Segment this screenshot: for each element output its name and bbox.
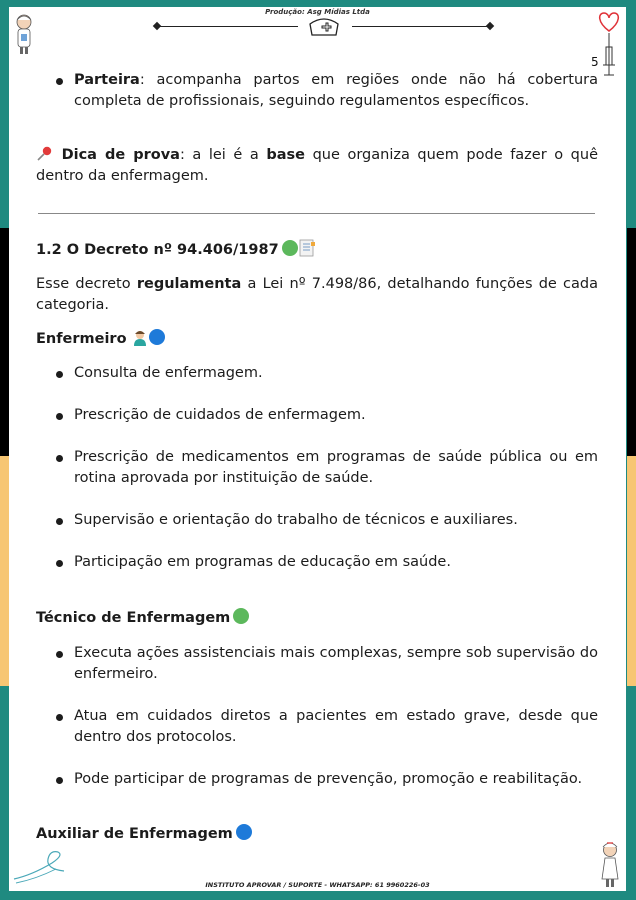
auxiliar-block <box>36 824 598 845</box>
exam-tip <box>36 145 598 187</box>
list-item <box>36 70 598 112</box>
header-diamond-right <box>486 22 494 30</box>
footer-contact: INSTITUTO APROVAR / SUPORTE - WHATSAPP: 61 9960226-03 <box>205 881 430 889</box>
tip-text-end: que organiza quem pode fazer o quê dentro da enfermagem. <box>36 147 599 184</box>
tecnico-heading <box>36 608 598 629</box>
list-item: Consulta de enfermagem. <box>36 363 598 384</box>
tip-text: : a lei é a <box>179 147 267 163</box>
tip-bold: base <box>266 147 305 163</box>
list-item: Prescrição de medicamentos em programas de saúde pública ou em rotina aprovada por instituição de saúde. <box>36 447 598 489</box>
list-item: Pode participar de programas de prevenção, promoção e reabilitação. <box>36 769 598 790</box>
tip-label: Dica de prova <box>61 147 180 163</box>
nurse-cap-icon <box>306 16 342 38</box>
list-item: Executa ações assistenciais mais complexas, sempre sob supervisão do enfermeiro. <box>36 643 598 685</box>
document-page <box>9 7 626 891</box>
border-stripe-black-left <box>0 228 9 456</box>
pushpin-icon <box>36 146 54 162</box>
term-description: : acompanha partos em regiões onde não há cobertura completa de profissionais, seguindo regulamentos específicos. <box>74 72 598 109</box>
border-stripe-yellow-left <box>0 456 9 686</box>
enfermeiro-title: Enfermeiro <box>36 331 127 347</box>
bookmark-tabs-icon <box>298 239 316 257</box>
section-title: 1.2 O Decreto nº 94.406/1987 <box>36 242 279 258</box>
list-item: Supervisão e orientação do trabalho de técnicos e auxiliares. <box>36 510 598 531</box>
tecnico-block <box>36 608 598 790</box>
auxiliar-title: Auxiliar de Enfermagem <box>36 826 233 842</box>
section-intro-text: Esse decreto <box>36 276 137 292</box>
section-intro <box>36 274 598 316</box>
green-circle-icon <box>233 608 249 624</box>
green-circle-icon <box>282 240 298 256</box>
blue-circle-icon <box>236 824 252 840</box>
list-item: Prescrição de cuidados de enfermagem. <box>36 405 598 426</box>
blue-circle-icon <box>149 329 165 345</box>
section-divider <box>38 213 595 214</box>
list-item: Participação em programas de educação em saúde. <box>36 552 598 573</box>
header-credit: Produção: Asg Mídias Ltda <box>265 8 370 16</box>
enfermeiro-heading <box>36 329 598 350</box>
swirl-decoration <box>12 849 72 885</box>
list-item: Atua em cuidados diretos a pacientes em estado grave, desde que dentro dos protocolos. <box>36 706 598 748</box>
section-heading <box>36 239 598 261</box>
header-divider-right <box>352 26 489 27</box>
header-divider-left <box>157 26 298 27</box>
section-decreto <box>36 239 598 316</box>
health-worker-icon <box>132 329 148 346</box>
border-stripe-black <box>627 228 636 456</box>
term-parteira: Parteira <box>74 72 140 88</box>
border-stripe-yellow <box>627 456 636 686</box>
nurse-figure-icon <box>11 11 37 55</box>
section-intro-text-end: a Lei nº 7.498/86, detalhando funções de cada categoria. <box>36 276 598 313</box>
auxiliar-heading <box>36 824 598 845</box>
tecnico-title: Técnico de Enfermagem <box>36 610 231 626</box>
enfermeiro-block <box>36 329 598 573</box>
intro-list <box>36 70 598 112</box>
page-number: 5 <box>591 55 599 69</box>
section-intro-bold: regulamenta <box>136 276 242 292</box>
